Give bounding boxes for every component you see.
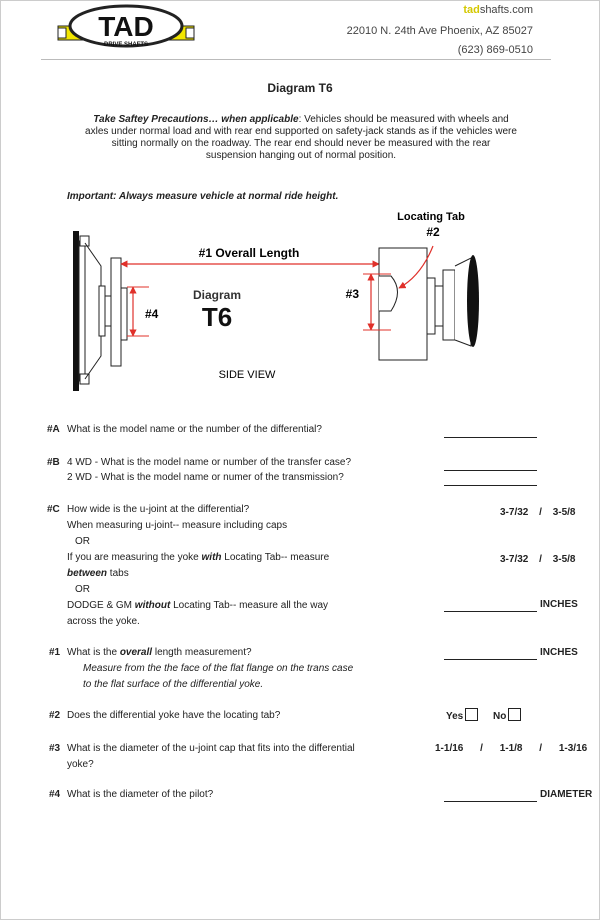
q-c-unit: INCHES bbox=[540, 599, 578, 610]
website-accent: tad bbox=[463, 4, 480, 16]
website-rest: shafts.com bbox=[479, 4, 533, 16]
precautions-line4: suspension hanging out of normal position. bbox=[205, 150, 397, 161]
q-2-number: #2 bbox=[49, 710, 61, 721]
q-c-or-1: OR bbox=[75, 536, 90, 547]
address: 22010 N. 24th Ave Phoenix, AZ 85027 bbox=[346, 25, 533, 37]
side-view-label: SIDE VIEW bbox=[218, 369, 276, 381]
q-1-answer-line[interactable] bbox=[444, 659, 537, 660]
label-3: #3 bbox=[345, 287, 359, 301]
q-4-number: #4 bbox=[49, 789, 61, 800]
q-c-or-2: OR bbox=[75, 584, 90, 595]
q-3-text bbox=[67, 741, 355, 773]
label-2: #2 bbox=[426, 225, 440, 239]
q-b-line1: 4 WD - What is the model name or number of the transfer case? bbox=[67, 457, 352, 468]
q-1-text bbox=[67, 645, 353, 693]
logo-subtext: DRIVE SHAFTS bbox=[103, 42, 149, 48]
q-1-number: #1 bbox=[49, 647, 61, 658]
q-1-line3: to the flat surface of the differential yoke. bbox=[83, 679, 264, 690]
q-1-line2: Measure from the the face of the flat flange on the trans case bbox=[83, 663, 354, 674]
diagram-code: T6 bbox=[201, 302, 233, 332]
q-3-option-1-1-8[interactable]: 1-1/8 bbox=[499, 743, 523, 754]
q-3-option-1-1-16[interactable]: 1-1/16 bbox=[435, 743, 464, 754]
phone: (623) 869-0510 bbox=[457, 44, 533, 56]
q-c-option-3-5-8-b[interactable]: 3-5/8 bbox=[552, 554, 576, 565]
q-3-line2: yoke? bbox=[67, 759, 94, 770]
q-3-line1: What is the diameter of the u-joint cap that fits into the differential bbox=[67, 743, 355, 754]
important-note: Important: Always measure vehicle at normal ride height. bbox=[67, 191, 339, 202]
q-2-no-option[interactable] bbox=[493, 708, 521, 722]
q-2-yes-option[interactable] bbox=[446, 708, 478, 722]
q-2-no-checkbox[interactable] bbox=[508, 708, 521, 721]
page-title: Diagram T6 bbox=[267, 81, 333, 95]
trans-flange-drawing bbox=[73, 231, 127, 391]
q-4-answer-line[interactable] bbox=[444, 801, 537, 802]
q-b-answer-line-1[interactable] bbox=[444, 470, 537, 471]
label-4: #4 bbox=[145, 307, 159, 321]
q-c-line6: across the yoke. bbox=[67, 616, 140, 627]
tad-logo bbox=[56, 4, 196, 52]
q-b-text bbox=[67, 455, 351, 485]
q-b-answer-line-2[interactable] bbox=[444, 485, 537, 486]
q-c-line1: How wide is the u-joint at the differential? bbox=[67, 504, 250, 515]
precautions-line3: sitting normally on the roadway. The rear end should never be measured with the rear bbox=[111, 138, 491, 149]
q-c-option-3-7-32-a[interactable]: 3-7/32 bbox=[500, 507, 529, 518]
q-c-number: #C bbox=[47, 504, 60, 515]
q-c-text bbox=[67, 502, 387, 630]
header-divider bbox=[41, 59, 551, 60]
q-2-no-label: No bbox=[493, 711, 507, 722]
q-2-yes-label: Yes bbox=[446, 711, 464, 722]
differential-drawing bbox=[379, 248, 479, 360]
q-c-line5: DODGE & GM without Locating Tab-- measure all the way bbox=[67, 600, 329, 611]
q-4-unit: DIAMETER bbox=[540, 789, 593, 800]
diagram-word: Diagram bbox=[192, 288, 242, 302]
q-a-answer-line[interactable] bbox=[444, 437, 537, 438]
q-c-option-row-2: 3-7/32 / 3-5/8 bbox=[500, 554, 576, 565]
logo-text: TAD bbox=[98, 11, 154, 42]
q-c-line4: between tabs bbox=[67, 568, 129, 579]
q-c-answer-line[interactable] bbox=[444, 611, 537, 612]
q-c-option-row-1: 3-7/32 / 3-5/8 bbox=[500, 507, 576, 518]
q-c-option-3-7-32-b[interactable]: 3-7/32 bbox=[500, 554, 529, 565]
q-c-line2: When measuring u-joint-- measure including caps bbox=[67, 520, 288, 531]
q-c-line3: If you are measuring the yoke with Locating Tab-- measure bbox=[67, 552, 330, 563]
overall-length-label: #1 Overall Length bbox=[198, 246, 300, 260]
q-3-option-1-3-16[interactable]: 1-3/16 bbox=[558, 743, 588, 754]
precautions-line2: axles under normal load and with rear end supported on safety-jack stands as if the vehicles were bbox=[85, 126, 517, 137]
website bbox=[463, 4, 533, 16]
precautions-lead: Take Saftey Precautions… when applicable bbox=[93, 114, 299, 125]
precautions-text bbox=[51, 114, 551, 162]
q-4-text: What is the diameter of the pilot? bbox=[67, 789, 214, 800]
locating-tab-label: Locating Tab bbox=[397, 211, 465, 223]
q-b-line2: 2 WD - What is the model name or numer of the transmission? bbox=[67, 472, 344, 483]
q-1-unit: INCHES bbox=[540, 647, 578, 658]
precautions-line1: : Vehicles should be measured with wheels and bbox=[298, 114, 509, 125]
q-3-number: #3 bbox=[49, 743, 61, 754]
q-a-number: #A bbox=[47, 424, 60, 435]
q-1-line1: What is the overall length measurement? bbox=[67, 647, 252, 658]
q-2-yes-checkbox[interactable] bbox=[465, 708, 478, 721]
q-c-option-3-5-8-a[interactable]: 3-5/8 bbox=[552, 507, 576, 518]
q-3-options: 1-1/16 / 1-1/8 / 1-3/16 bbox=[435, 743, 588, 754]
side-view-diagram bbox=[61, 206, 501, 396]
q-2-text: Does the differential yoke have the locating tab? bbox=[67, 710, 281, 721]
q-b-number: #B bbox=[47, 457, 60, 468]
q-a-text: What is the model name or the number of the differential? bbox=[67, 424, 322, 435]
